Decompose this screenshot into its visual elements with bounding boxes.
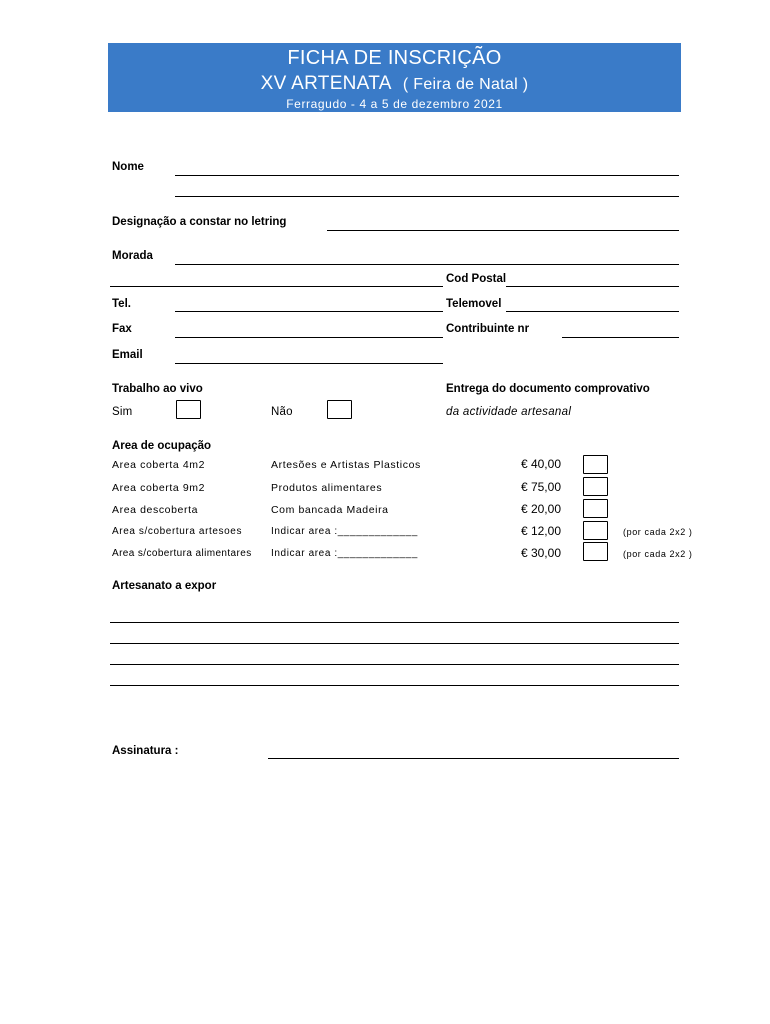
artesanato-line-1[interactable]: [110, 622, 679, 623]
fax-field-line[interactable]: [175, 337, 443, 338]
area-row-name: Area s/cobertura alimentares: [112, 548, 252, 559]
area-row-checkbox[interactable]: [583, 477, 608, 496]
morada-field-line-1[interactable]: [175, 264, 679, 265]
nao-checkbox[interactable]: [327, 400, 352, 419]
entrega-detail: da actividade artesanal: [446, 406, 572, 418]
sim-label: Sim: [112, 406, 133, 418]
area-row-price: € 12,00: [520, 524, 561, 538]
event-subtitle: ( Feira de Natal ): [402, 76, 529, 93]
cod-postal-label: Cod Postal: [446, 273, 507, 285]
email-label: Email: [112, 349, 143, 361]
area-row-name: Area coberta 9m2: [112, 482, 206, 494]
assinatura-label: Assinatura :: [112, 745, 179, 757]
nome-field-line-1[interactable]: [175, 175, 679, 176]
area-heading: Area de ocupação: [112, 440, 212, 452]
area-row-price: € 75,00: [520, 480, 561, 494]
telemovel-label: Telemovel: [446, 298, 502, 310]
tel-label: Tel.: [112, 298, 131, 310]
area-row-note: (por cada 2x2 ): [623, 549, 693, 559]
area-row-checkbox[interactable]: [583, 455, 608, 474]
morada-label: Morada: [112, 250, 153, 262]
assinatura-field-line[interactable]: [268, 758, 679, 759]
form-title: FICHA DE INSCRIÇÃO: [287, 47, 502, 69]
artesanato-heading: Artesanato a expor: [112, 580, 217, 592]
designacao-field-line[interactable]: [327, 230, 679, 231]
artesanato-line-3[interactable]: [110, 664, 679, 665]
area-row-checkbox[interactable]: [583, 542, 608, 561]
sim-checkbox[interactable]: [176, 400, 201, 419]
area-row-desc: Indicar area :_____________: [271, 526, 418, 537]
area-row-name: Area descoberta: [112, 504, 199, 516]
email-field-line[interactable]: [175, 363, 443, 364]
nao-label: Não: [271, 406, 293, 418]
area-row-price: € 20,00: [520, 502, 561, 516]
designacao-label: Designação a constar no letring: [112, 216, 287, 228]
contribuinte-field-line[interactable]: [562, 337, 679, 338]
entrega-heading: Entrega do documento comprovativo: [446, 383, 650, 395]
area-row-checkbox[interactable]: [583, 521, 608, 540]
telemovel-field-line[interactable]: [506, 311, 679, 312]
form-header: [108, 43, 681, 112]
area-row-price: € 30,00: [520, 546, 561, 560]
area-row-desc: Produtos alimentares: [271, 482, 383, 494]
tel-field-line[interactable]: [175, 311, 443, 312]
nome-field-line-2[interactable]: [175, 196, 679, 197]
event-dates: Ferragudo - 4 a 5 de dezembro 2021: [286, 97, 503, 111]
area-row-checkbox[interactable]: [583, 499, 608, 518]
morada-field-line-2[interactable]: [110, 286, 443, 287]
event-title: [108, 72, 681, 97]
cod-postal-field-line[interactable]: [506, 286, 679, 287]
area-row-desc: Indicar area :_____________: [271, 548, 418, 559]
area-row-price: € 40,00: [520, 457, 561, 471]
area-row-name: Area s/cobertura artesoes: [112, 526, 243, 537]
artesanato-line-2[interactable]: [110, 643, 679, 644]
area-row-note: (por cada 2x2 ): [623, 527, 693, 537]
trabalho-heading: Trabalho ao vivo: [112, 383, 203, 395]
nome-label: Nome: [112, 161, 144, 173]
contribuinte-label: Contribuinte nr: [446, 323, 530, 335]
artesanato-line-4[interactable]: [110, 685, 679, 686]
area-row-desc: Artesões e Artistas Plasticos: [271, 459, 421, 471]
area-row-desc: Com bancada Madeira: [271, 504, 389, 516]
event-name: XV ARTENATA: [260, 73, 392, 94]
fax-label: Fax: [112, 323, 132, 335]
area-row-name: Area coberta 4m2: [112, 459, 206, 471]
